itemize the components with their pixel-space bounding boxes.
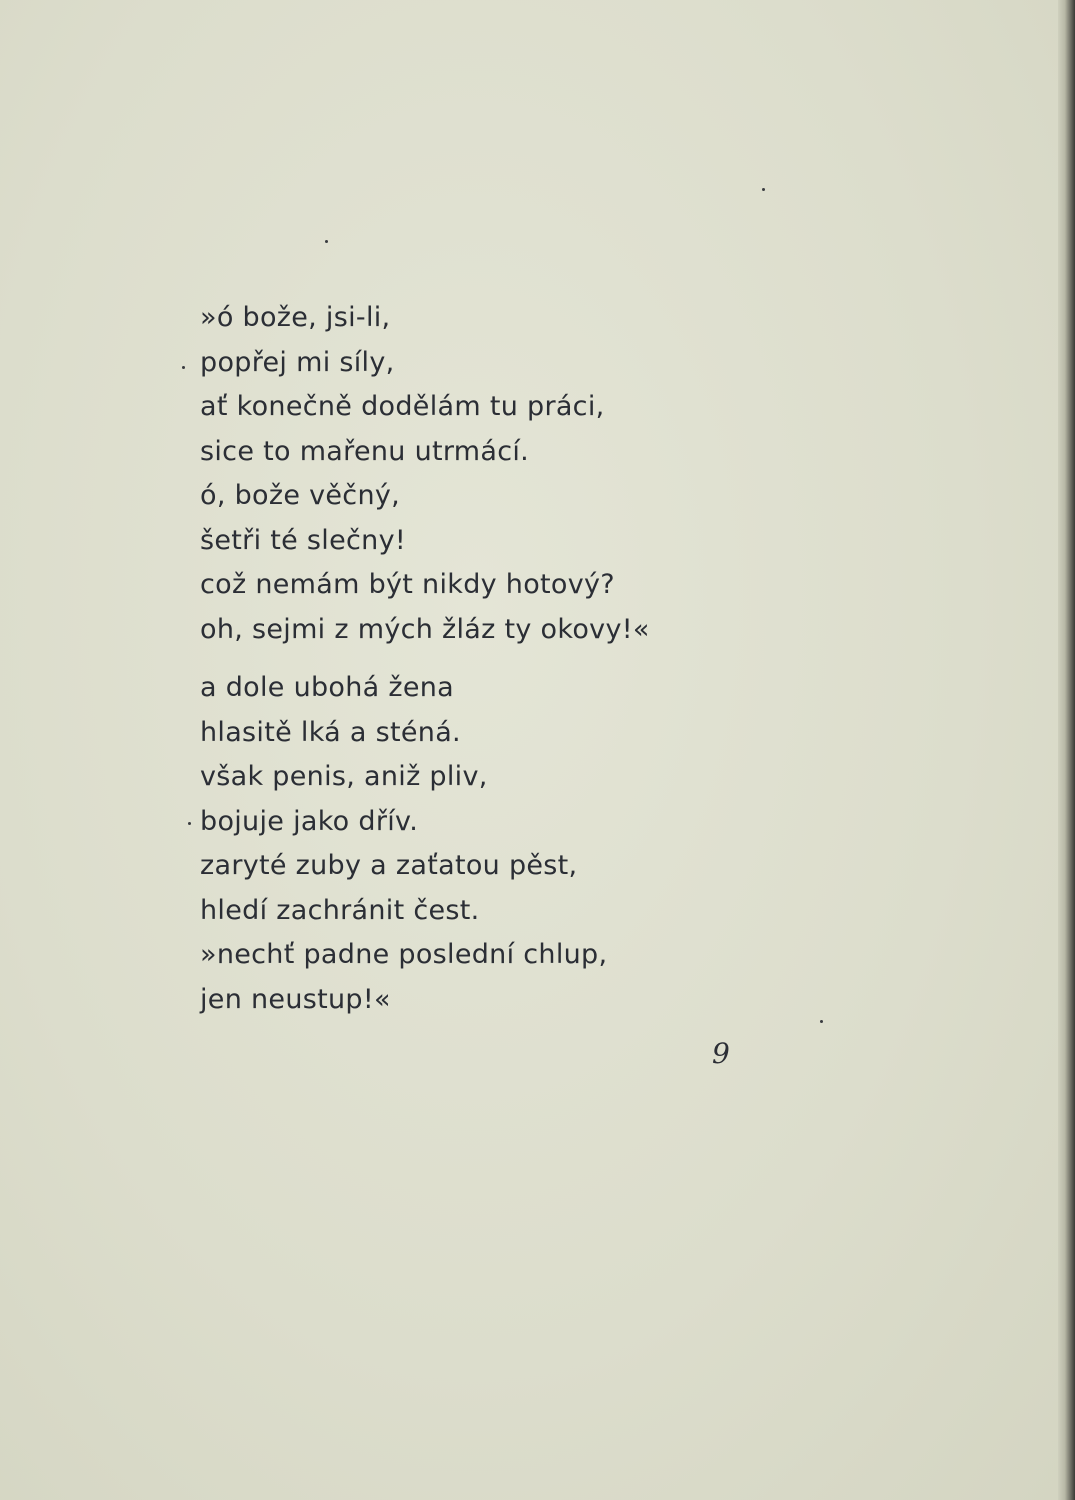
poem-line: sice to mařenu utrmácí. bbox=[200, 435, 530, 467]
poem-line: šetři té slečny! bbox=[200, 524, 406, 556]
poem-line: popřej mi síly, bbox=[200, 346, 395, 378]
stanza-1 bbox=[200, 296, 800, 652]
page-number: 9 bbox=[712, 1037, 730, 1070]
poem-text bbox=[200, 296, 800, 1022]
stanza-2 bbox=[200, 666, 800, 1022]
poem-line: hledí zachránit čest. bbox=[200, 894, 480, 926]
paper-speck bbox=[325, 240, 328, 243]
poem-line: a dole ubohá žena bbox=[200, 672, 455, 703]
poem-line: »ó bože, jsi-li, bbox=[200, 302, 391, 333]
paper-speck bbox=[762, 188, 765, 191]
poem-line: hlasitě lká a sténá. bbox=[200, 716, 461, 748]
poem-line: bojuje jako dřív. bbox=[200, 805, 419, 837]
poem-line: »nechť padne poslední chlup, bbox=[200, 939, 608, 970]
poem-line: jen neustup!« bbox=[200, 983, 391, 1015]
poem-line: což nemám být nikdy hotový? bbox=[200, 569, 615, 600]
paper-speck bbox=[820, 1020, 823, 1023]
paper-speck bbox=[188, 822, 191, 825]
poem-line: zaryté zuby a zaťatou pěst, bbox=[200, 850, 578, 881]
page-edge-shadow bbox=[1058, 0, 1075, 1500]
poem-line: však penis, aniž pliv, bbox=[200, 761, 488, 792]
poem-line: ó, bože věčný, bbox=[200, 480, 401, 511]
poem-line: oh, sejmi z mých žláz ty okovy!« bbox=[200, 613, 650, 645]
poem-line: ať konečně dodělám tu práci, bbox=[200, 391, 605, 422]
paper-speck bbox=[182, 366, 185, 369]
